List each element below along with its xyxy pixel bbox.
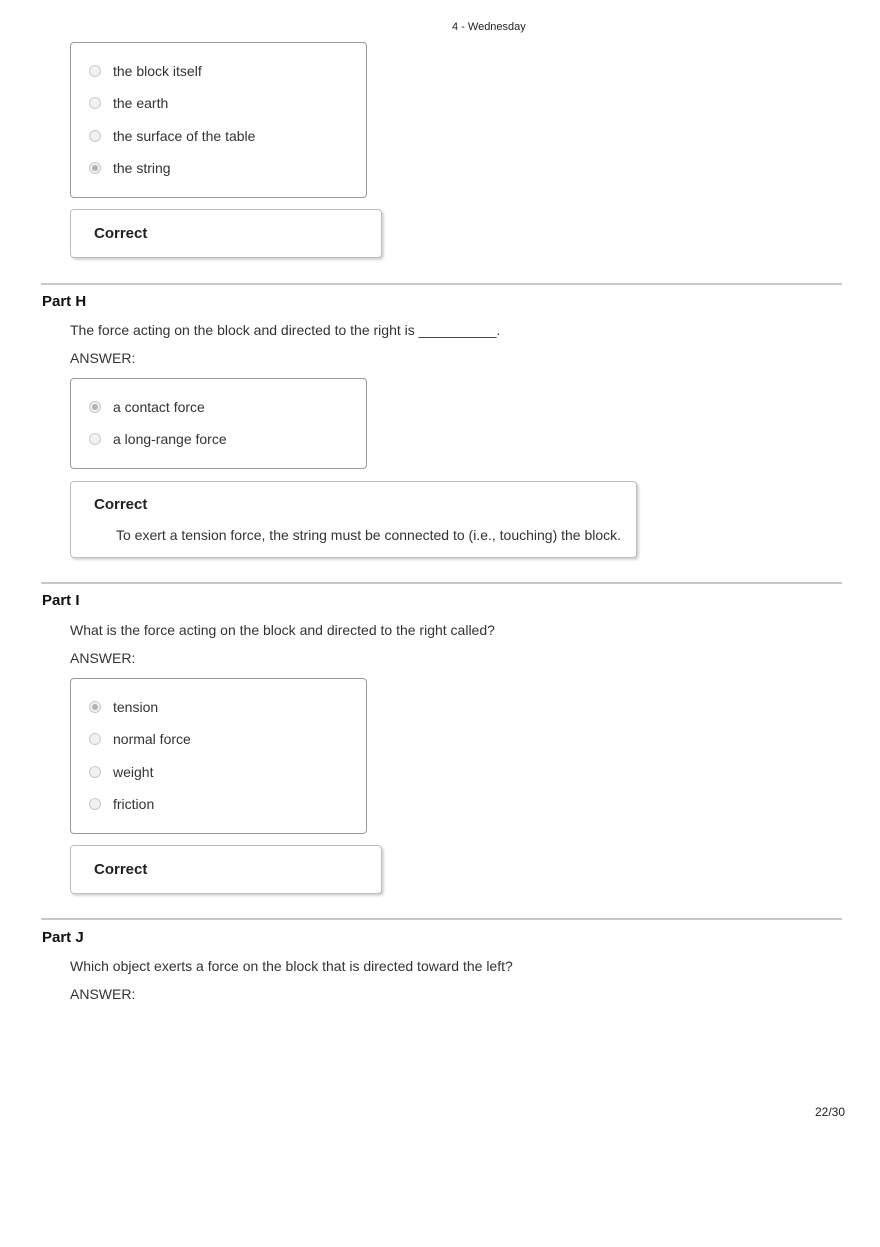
- option-label: the block itself: [113, 63, 202, 79]
- section-divider: [41, 283, 842, 285]
- part-g-feedback: [70, 209, 382, 258]
- radio-button[interactable]: [89, 433, 101, 445]
- part-g-choices: [70, 42, 367, 198]
- part-i-option-normal-force[interactable]: [89, 729, 191, 749]
- radio-button-selected[interactable]: [89, 162, 101, 174]
- radio-button[interactable]: [89, 97, 101, 109]
- radio-button[interactable]: [89, 733, 101, 745]
- part-i-title: Part I: [42, 592, 80, 609]
- option-label: the earth: [113, 95, 169, 111]
- page-number: 22/30: [815, 1105, 846, 1119]
- radio-button[interactable]: [89, 130, 101, 142]
- feedback-title: Correct: [94, 496, 148, 513]
- radio-button[interactable]: [89, 65, 101, 77]
- part-j-question: Which object exerts a force on the block that is directed toward the left?: [70, 958, 513, 974]
- part-g-option-earth[interactable]: [89, 93, 168, 113]
- part-h-choices: [70, 378, 367, 469]
- part-i-option-tension[interactable]: [89, 697, 158, 717]
- part-j-title: Part J: [42, 929, 84, 946]
- option-label: the surface of the table: [113, 128, 256, 144]
- part-g-option-block-itself[interactable]: [89, 61, 202, 81]
- page-header-title: 4 - Wednesday: [452, 21, 526, 33]
- option-label: friction: [113, 796, 155, 812]
- radio-button-selected[interactable]: [89, 701, 101, 713]
- part-i-option-friction[interactable]: [89, 794, 154, 814]
- option-label: the string: [113, 160, 171, 176]
- option-label: a long-range force: [113, 431, 227, 447]
- part-h-option-contact-force[interactable]: [89, 397, 205, 417]
- feedback-explanation: To exert a tension force, the string must be connected to (i.e., touching) the block.: [116, 527, 622, 543]
- section-divider: [41, 918, 842, 920]
- option-label: a contact force: [113, 399, 205, 415]
- feedback-title: Correct: [94, 225, 148, 242]
- part-i-answer-label: ANSWER:: [70, 650, 136, 666]
- radio-button[interactable]: [89, 766, 101, 778]
- radio-button[interactable]: [89, 798, 101, 810]
- part-h-feedback: [70, 481, 637, 558]
- section-divider: [41, 582, 842, 584]
- part-i-feedback: [70, 845, 382, 894]
- part-h-answer-label: ANSWER:: [70, 350, 136, 366]
- radio-button-selected[interactable]: [89, 401, 101, 413]
- part-i-option-weight[interactable]: [89, 762, 153, 782]
- part-g-option-string[interactable]: [89, 158, 171, 178]
- option-label: weight: [113, 764, 154, 780]
- part-i-question: What is the force acting on the block and directed to the right called?: [70, 622, 495, 638]
- part-h-question: The force acting on the block and directed to the right is __________.: [70, 322, 501, 338]
- part-h-option-long-range-force[interactable]: [89, 429, 227, 449]
- part-j-answer-label: ANSWER:: [70, 986, 136, 1002]
- part-g-option-table-surface[interactable]: [89, 126, 255, 146]
- part-h-title: Part H: [42, 293, 87, 310]
- feedback-title: Correct: [94, 861, 148, 878]
- part-i-choices: [70, 678, 367, 834]
- option-label: normal force: [113, 731, 191, 747]
- option-label: tension: [113, 699, 159, 715]
